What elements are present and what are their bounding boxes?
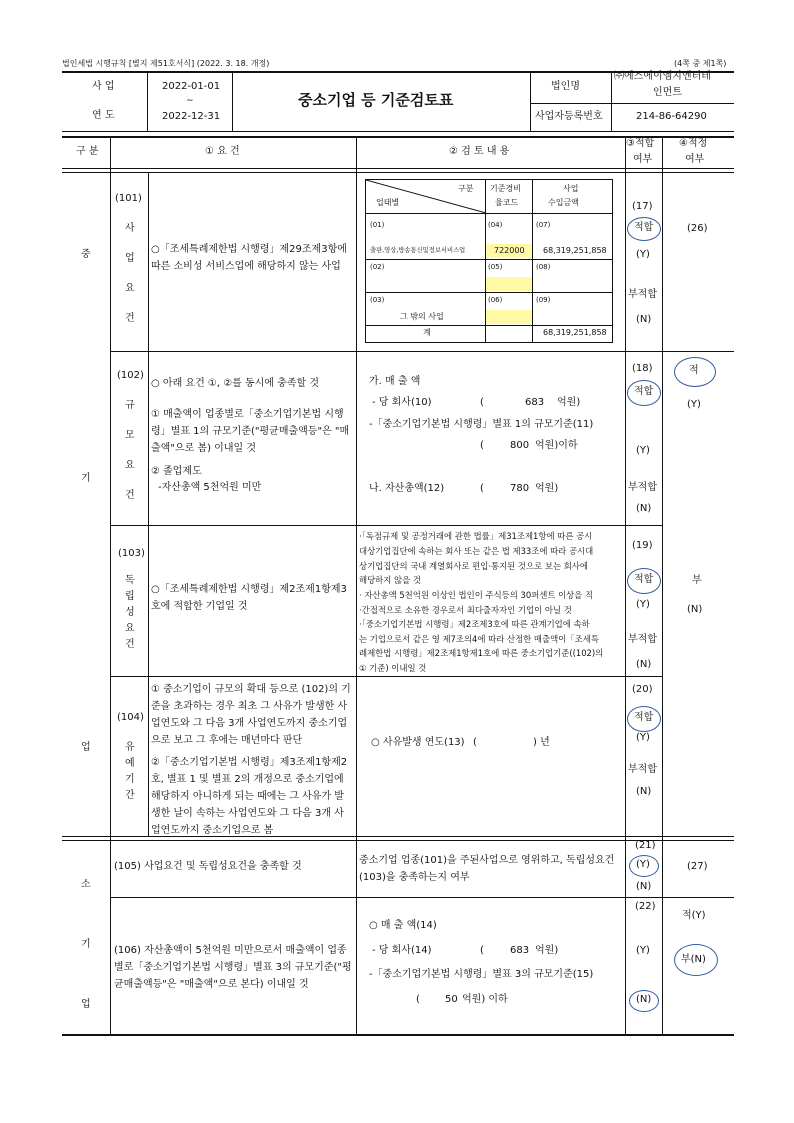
row103-fit-yes: 적합 <box>634 574 654 585</box>
side-sme-char: 업 <box>81 742 91 753</box>
paren-open: ( <box>416 994 420 1005</box>
row102-fit-no-label: 부적합 <box>628 482 657 493</box>
page-indicator: (4쪽 중 제1쪽) <box>674 59 727 68</box>
table-row1-industry: 출판,영상,방송통신및정보서비스업 <box>370 247 466 254</box>
row103-label-char: 독 <box>125 575 135 586</box>
side-small-char: 업 <box>81 999 91 1010</box>
table-row1-code: 722000 <box>494 246 525 255</box>
paren-open: ( <box>480 483 484 494</box>
row101-fit-number: (17) <box>632 201 653 212</box>
row106-rev-2-label: -「중소기업기본법 시행령」별표 3의 규모기준(15) <box>369 969 594 980</box>
row105-requirement: (105) 사업요건 및 독립성요건을 충족할 것 <box>114 861 302 872</box>
row102-req-2b: -자산총액 5천억원 미만 <box>158 482 262 493</box>
col-header-fit4-line1: ④적정 <box>679 138 708 149</box>
col-header-category: 구 분 <box>76 146 99 157</box>
row106-requirement: (106) 자산총액이 5천억원 미만으로서 매출액이 업종별로「중소기업기본법 시행령」별표 3의 규모기준("평균매출액등"은 "매출액"으로 본다) 이내일 것 <box>114 945 352 990</box>
row102-label-char: 규 <box>125 400 135 411</box>
row106-fit-y: (Y) <box>636 945 650 956</box>
row102-col4-y: (Y) <box>687 399 701 410</box>
row103-fit-number: (19) <box>632 540 653 551</box>
unit-label: 억원) <box>535 483 559 494</box>
row104-review-close: ) 년 <box>533 737 550 748</box>
table-header-type: 업태별 <box>376 198 400 207</box>
row102-rev-a: 가. 매 출 액 <box>369 376 421 387</box>
row103-number: (103) <box>118 548 145 559</box>
table-header-code-line2: 율코드 <box>495 198 519 207</box>
biz-no-value: 214-86-64290 <box>636 111 707 122</box>
row103-fit-y: (Y) <box>636 599 650 610</box>
table-row1-number: (01) <box>370 221 385 229</box>
row104-review-label: ○ 사유발생 연도(13) <box>371 737 465 748</box>
row106-rev-1-label: - 당 회사(14) <box>372 945 432 956</box>
row103-review-line: ·간접적으로 소유한 경우로서 최다출자자인 기업이 아닐 것 <box>359 605 572 615</box>
row103-fit-n: (N) <box>636 659 652 670</box>
row101-label-char: 사 <box>125 223 135 234</box>
table-row1-code-number: (04) <box>488 221 503 229</box>
table-row2-number: (02) <box>370 263 385 271</box>
row103-col4-top: 부 <box>692 575 702 586</box>
row102-req-intro: ○ 아래 요건 ①, ②를 동시에 충족할 것 <box>151 378 320 389</box>
row104-label-char: 예 <box>125 758 135 769</box>
row102-fit-y: (Y) <box>636 445 650 456</box>
row103-review-line: 해당하지 않을 것 <box>359 575 421 585</box>
row105-fit-y: (Y) <box>636 859 650 870</box>
row102-req-1: ① 매출액이 업종별로「중소기업기본법 시행령」별표 1의 규모기준("평균매출액등"은 "매출액"으로 봄) 이내일 것 <box>151 409 350 454</box>
row101-label-char: 건 <box>125 313 135 324</box>
paren-open: ( <box>473 737 477 748</box>
paren-open: ( <box>480 945 484 956</box>
row103-label-char: 립 <box>125 591 135 602</box>
row102-rev-a2-label: -「중소기업기본법 시행령」별표 1의 규모기준(11) <box>369 419 594 430</box>
row103-review-line: · 자산총액 5천억원 이상인 법인이 주식등의 30퍼센트 이상을 직 <box>359 590 594 600</box>
row102-number: (102) <box>117 370 144 381</box>
row101-number: (101) <box>115 193 142 204</box>
row105-review: 중소기업 업종(101)을 주된사업으로 영위하고, 독립성요건(103)을 충족하는지 여부 <box>359 855 615 883</box>
col-header-fit-line1: ③적합 <box>626 138 655 149</box>
row101-label-char: 요 <box>125 283 135 294</box>
row104-fit-number: (20) <box>632 684 653 695</box>
row102-revenue-value: 683 <box>525 397 545 408</box>
row106-fit-number: (22) <box>635 901 656 912</box>
row106-revenue-value: 683 <box>510 945 530 956</box>
year-label-top: 사 업 <box>92 81 115 92</box>
corp-name-label: 법인명 <box>551 81 580 92</box>
row103-review-line: ·「독점규제 및 공정거래에 관한 법률」제31조제1항에 따른 공시 <box>359 531 593 541</box>
row102-col4-top: 적 <box>689 365 699 376</box>
col-header-fit4-line2: 여부 <box>685 154 705 165</box>
table-header-revenue-line2: 수입금액 <box>548 198 579 207</box>
row101-fit-y: (Y) <box>636 249 650 260</box>
row102-label-char: 건 <box>125 490 135 501</box>
row103-review-line: ① 기준) 이내일 것 <box>359 663 427 673</box>
table-header-revenue-line1: 사업 <box>563 184 579 193</box>
corp-name-line1: ㈜에스에이엠지엔터테 <box>614 71 711 82</box>
table-row3-amount-number: (09) <box>536 296 551 304</box>
row104-label-char: 기 <box>125 774 135 785</box>
row106-col4-n: 부(N) <box>681 954 706 965</box>
row103-review-line: 대상기업집단에 속하는 회사 또는 같은 법 제33조에 따라 공시대 <box>359 546 594 556</box>
row101-fit-yes: 적합 <box>634 222 654 233</box>
col-header-requirement: ① 요 건 <box>205 146 240 157</box>
row102-req-2a: ② 졸업제도 <box>151 466 202 477</box>
biz-no-label: 사업자등록번호 <box>535 111 603 122</box>
paren-open: ( <box>480 440 484 451</box>
row106-standard-value: 50 <box>445 994 458 1005</box>
period-end: 2022-12-31 <box>162 111 221 122</box>
row101-label-char: 업 <box>125 253 135 264</box>
table-row3-code-number: (06) <box>488 296 503 304</box>
row102-asset-value: 780 <box>510 483 530 494</box>
page-title: 중소기업 등 기준검토표 <box>298 91 454 109</box>
year-label-bottom: 연 도 <box>92 110 115 121</box>
row103-review-line: 례제한법 시행령」제2조제1항제1호에 따른 중소기업기준((102)의 <box>359 648 604 658</box>
row104-fit-n: (N) <box>636 786 652 797</box>
table-row2-amount-number: (08) <box>536 263 551 271</box>
row105-fit-number: (21) <box>635 840 656 851</box>
row105-col4: (27) <box>687 861 708 872</box>
unit-label: 억원) <box>535 945 559 956</box>
industry-table <box>365 179 613 343</box>
row103-review-line: 는 기업으로서 같은 영 제7조의4에 따라 산정한 매출액이「조세특 <box>359 634 599 644</box>
row104-label-char: 간 <box>125 790 135 801</box>
row105-fit-n: (N) <box>636 881 652 892</box>
table-row3-number: (03) <box>370 296 385 304</box>
row104-number: (104) <box>117 712 144 723</box>
row102-standard-value: 800 <box>510 440 530 451</box>
row104-fit-yes: 적합 <box>634 712 654 723</box>
code-highlight <box>486 277 532 291</box>
row104-fit-no-label: 부적합 <box>628 764 657 775</box>
row104-req-2: ②「중소기업기본법 시행령」제3조제1항제2호, 별표 1 및 별표 2의 개정으로 중소기업에 해당하지 아니하게 되는 때에는 그 사유가 발생한 날이 속하는 사업연도와 그 다음 3개 사업연도까지 중소기업으로 봄 <box>151 757 348 836</box>
row102-fit-n: (N) <box>636 503 652 514</box>
row101-fit-n: (N) <box>636 314 652 325</box>
row106-rev-title: ○ 매 출 액(14) <box>369 920 437 931</box>
table-row2-code-number: (05) <box>488 263 503 271</box>
side-sme-char: 중 <box>81 249 91 260</box>
row102-label-char: 요 <box>125 460 135 471</box>
row102-fit-number: (18) <box>632 363 653 374</box>
paren-open: ( <box>480 397 484 408</box>
row104-fit-y: (Y) <box>636 732 650 743</box>
row106-col4-top: 적(Y) <box>682 910 706 921</box>
unit-label: 억원) 이하 <box>462 994 508 1005</box>
table-row1-amount-number: (07) <box>536 221 551 229</box>
row102-fit-yes: 적합 <box>634 386 654 397</box>
row104-label-char: 유 <box>125 742 135 753</box>
period-tilde: ~ <box>186 96 194 106</box>
row103-review-line: 상기업집단의 국내 계열회사로 편입·통지된 것으로 보는 회사에 <box>359 561 588 571</box>
row103-label-char: 건 <box>125 639 135 650</box>
row103-col4-n: (N) <box>687 604 703 615</box>
unit-label: 억원) <box>557 397 581 408</box>
code-highlight <box>486 310 532 324</box>
col-header-fit-line2: 여부 <box>633 154 653 165</box>
row106-fit-n: (N) <box>636 994 652 1005</box>
col-header-review: ② 검 토 내 용 <box>449 146 510 157</box>
period-start: 2022-01-01 <box>162 81 221 92</box>
corp-name-line2: 인먼트 <box>653 87 682 98</box>
row102-rev-a1-label: - 당 회사(10) <box>372 397 432 408</box>
table-total-label: 계 <box>423 328 431 337</box>
row101-col4: (26) <box>687 223 708 234</box>
row103-label-char: 요 <box>125 623 135 634</box>
side-sme-char: 기 <box>81 473 91 484</box>
row104-req-1: ① 중소기업이 규모의 확대 등으로 (102)의 기준을 초과하는 경우 최초 그 사유가 발생한 사업연도와 그 다음 3개 사업연도까지 중소기업으로 보고 그 후에는 매년마다 판단 <box>151 684 351 746</box>
law-reference: 법인세법 시행규칙 [별지 제51호서식] (2022. 3. 18. 개정) <box>62 59 270 68</box>
row103-label-char: 성 <box>125 607 135 618</box>
row103-fit-no-label: 부적합 <box>628 634 657 645</box>
table-header-industry: 구분 <box>458 184 474 193</box>
row103-review-line: ·「중소기업기본법 시행령」제2조제3호에 따른 관계기업에 속하 <box>359 619 590 629</box>
row103-requirement: ○「조세특례제한법 시행령」제2조제1항제3호에 적합한 기업일 것 <box>151 584 347 612</box>
table-total-amount: 68,319,251,858 <box>543 328 607 337</box>
table-row3-industry: 그 밖의 사업 <box>400 312 444 321</box>
row102-label-char: 모 <box>125 430 135 441</box>
side-small-char: 기 <box>81 939 91 950</box>
row101-fit-no-label: 부적합 <box>628 289 657 300</box>
side-small-char: 소 <box>81 879 91 890</box>
table-row1-amount: 68,319,251,858 <box>543 246 607 255</box>
table-header-code-line1: 기준경비 <box>490 184 521 193</box>
row102-rev-b-label: 나. 자산총액(12) <box>369 483 445 494</box>
row101-requirement: ○「조세특례제한법 시행령」제29조제3항에 따른 소비성 서비스업에 해당하지 않는 사업 <box>151 244 347 272</box>
unit-label: 억원)이하 <box>535 440 578 451</box>
